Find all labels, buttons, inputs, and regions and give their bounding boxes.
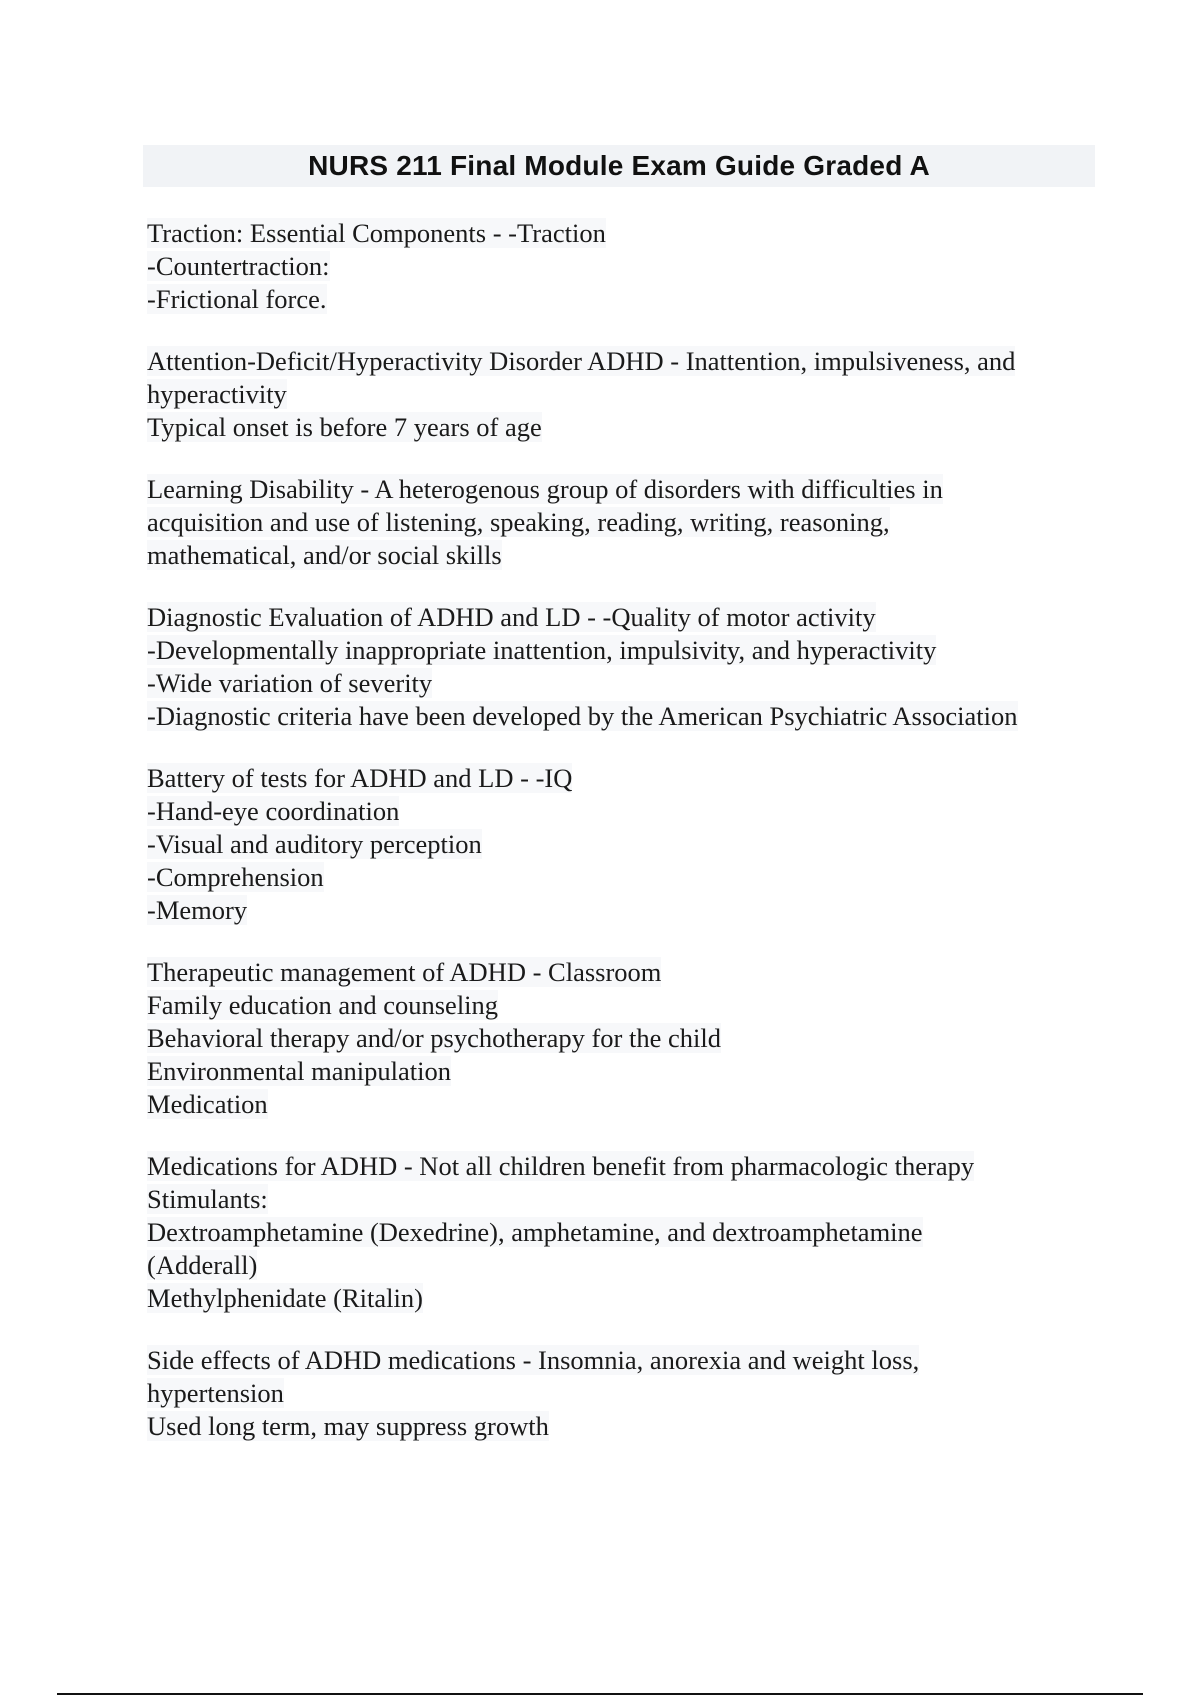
entry-line: Medications for ADHD - Not all children benefit from pharmacologic therapy xyxy=(147,1151,975,1181)
entry-therapeutic-management xyxy=(147,956,1087,1121)
entry-line: Stimulants: xyxy=(147,1184,268,1214)
entry-line: hyperactivity xyxy=(147,379,287,409)
entry-line: (Adderall) xyxy=(147,1250,258,1280)
entry-line: Traction: Essential Components - -Traction xyxy=(147,218,606,248)
entry-line: Behavioral therapy and/or psychotherapy for the child xyxy=(147,1023,721,1053)
entry-line: Therapeutic management of ADHD - Classroom xyxy=(147,957,662,987)
footer-rule xyxy=(57,1693,1143,1695)
entry-line: mathematical, and/or social skills xyxy=(147,540,502,570)
entry-line: Diagnostic Evaluation of ADHD and LD - -Quality of motor activity xyxy=(147,602,876,632)
entry-line: Typical onset is before 7 years of age xyxy=(147,412,542,442)
entry-line: Family education and counseling xyxy=(147,990,499,1020)
entry-line: hypertension xyxy=(147,1378,284,1408)
entry-line: Medication xyxy=(147,1089,268,1119)
entry-line: -Hand-eye coordination xyxy=(147,796,400,826)
entry-line: -Memory xyxy=(147,895,248,925)
entry-medications xyxy=(147,1150,1087,1315)
entry-line: -Comprehension xyxy=(147,862,324,892)
entry-line: -Frictional force. xyxy=(147,284,327,314)
entry-line: acquisition and use of listening, speaking, reading, writing, reasoning, xyxy=(147,507,890,537)
entry-line: -Countertraction: xyxy=(147,251,330,281)
entry-line: -Developmentally inappropriate inattention, impulsivity, and hyperactivity xyxy=(147,635,937,665)
entry-traction xyxy=(147,217,1087,316)
entry-line: Dextroamphetamine (Dexedrine), amphetamine, and dextroamphetamine xyxy=(147,1217,923,1247)
entry-line: Learning Disability - A heterogenous group of disorders with difficulties in xyxy=(147,474,943,504)
entry-adhd xyxy=(147,345,1087,444)
entry-line: Methylphenidate (Ritalin) xyxy=(147,1283,423,1313)
document-title: NURS 211 Final Module Exam Guide Graded A xyxy=(308,150,930,181)
entry-line: Battery of tests for ADHD and LD - -IQ xyxy=(147,763,573,793)
entry-diagnostic-evaluation xyxy=(147,601,1087,733)
entry-line: -Visual and auditory perception xyxy=(147,829,482,859)
entry-line: Attention-Deficit/Hyperactivity Disorder ADHD - Inattention, impulsiveness, and xyxy=(147,346,1016,376)
document-body xyxy=(147,217,1087,1472)
entry-line: Used long term, may suppress growth xyxy=(147,1411,549,1441)
entry-line: -Wide variation of severity xyxy=(147,668,433,698)
entry-learning-disability xyxy=(147,473,1087,572)
entry-battery-of-tests xyxy=(147,762,1087,927)
entry-line: Side effects of ADHD medications - Insomnia, anorexia and weight loss, xyxy=(147,1345,920,1375)
entry-side-effects xyxy=(147,1344,1087,1443)
entry-line: -Diagnostic criteria have been developed by the American Psychiatric Association xyxy=(147,701,1018,731)
entry-line: Environmental manipulation xyxy=(147,1056,451,1086)
title-band xyxy=(143,145,1095,187)
